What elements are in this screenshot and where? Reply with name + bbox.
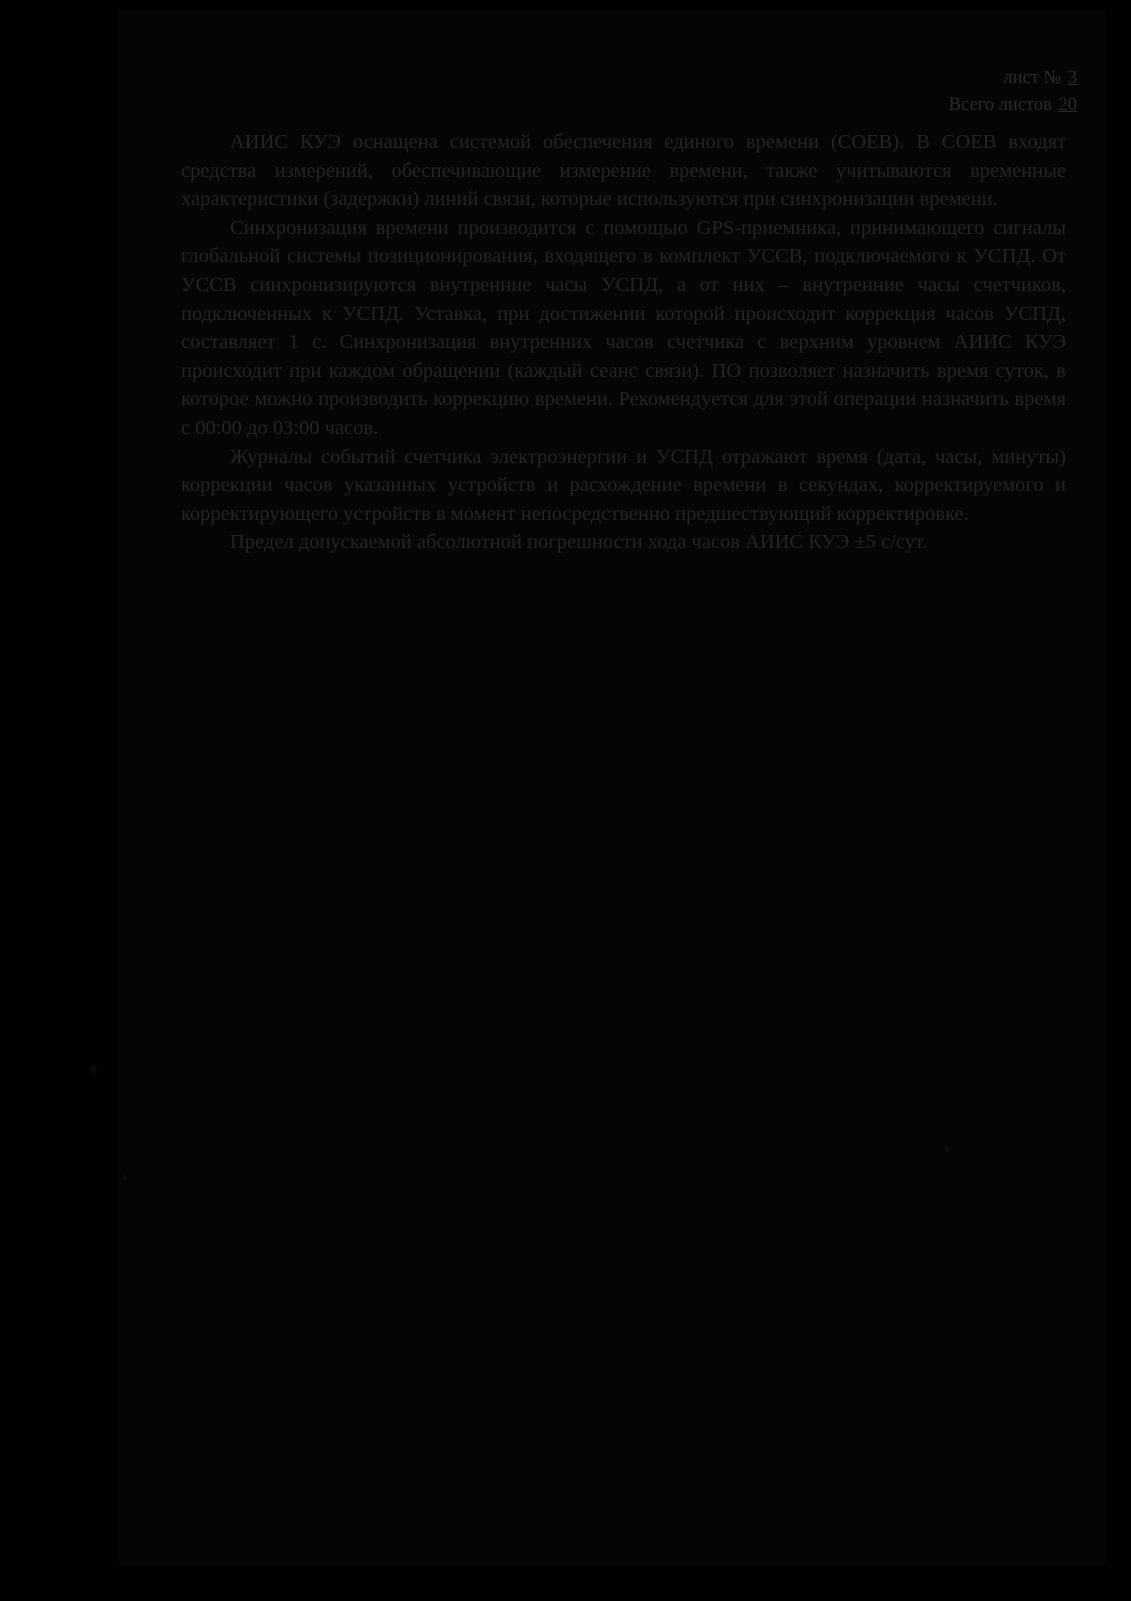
paragraph-3: Журналы событий счетчика электроэнергии и УСПД отражают время (дата, часы, минуты) коррекции часов указанных устройств и расхождение времени в секундах, корректируемого и корректирующего устройств в момент непосредственно предшествующий корректировке. <box>181 445 1066 525</box>
total-sheets-label: Всего листов <box>948 94 1052 115</box>
scan-artifact <box>90 1065 97 1074</box>
scan-edge-top <box>0 0 1131 10</box>
scan-edge-bottom <box>0 1565 1131 1601</box>
sheet-number-label: лист № <box>1003 68 1062 88</box>
sheet-number-line <box>949 65 1077 92</box>
sheet-number-value: 3 <box>1067 68 1077 88</box>
scan-edge-left <box>0 0 118 1601</box>
scan-edge-right <box>1105 0 1131 1601</box>
paragraph-4: Предел допускаемой абсолютной погрешности хода часов АИИС КУЭ ±5 с/сут. <box>230 531 928 554</box>
page-header <box>949 65 1077 119</box>
scan-artifact <box>122 1175 127 1181</box>
page-sheet <box>118 10 1105 1565</box>
paragraph-2: Синхронизация времени производится с помощью GPS-приемника, принимающего сигналы глобальной системы позиционирования, входящего в комплект УССВ, подключаемого к УСПД. От УССВ синхронизируются внутренние часы УСПД, а от них – внутренние часы счетчиков, подключенных к УСПД. Уставка, при достижении которой происходит коррекция часов УСПД, составляет 1 с. Синхронизация внутренних часов счетчика с верхним уровнем АИИС КУЭ происходит при каждом обращении (каждый сеанс связи). ПО позволяет назначить время суток, в которое можно производить коррекцию времени. Рекомендуется для этой операции назначить время с 00:00 до 03:00 часов. <box>181 216 1066 439</box>
paragraph-1: АИИС КУЭ оснащена системой обеспечения единого времени (СОЕВ). В СОЕВ входят средства измерений, обеспечивающие измерение времени, также учитываются временные характеристики (задержки) линий связи, которые используются при синхронизации времени. <box>181 131 1066 211</box>
total-sheets-value: 20 <box>1058 94 1077 115</box>
document-body <box>181 128 1066 557</box>
scan-artifact <box>944 1145 950 1152</box>
total-sheets-line <box>949 92 1077 119</box>
